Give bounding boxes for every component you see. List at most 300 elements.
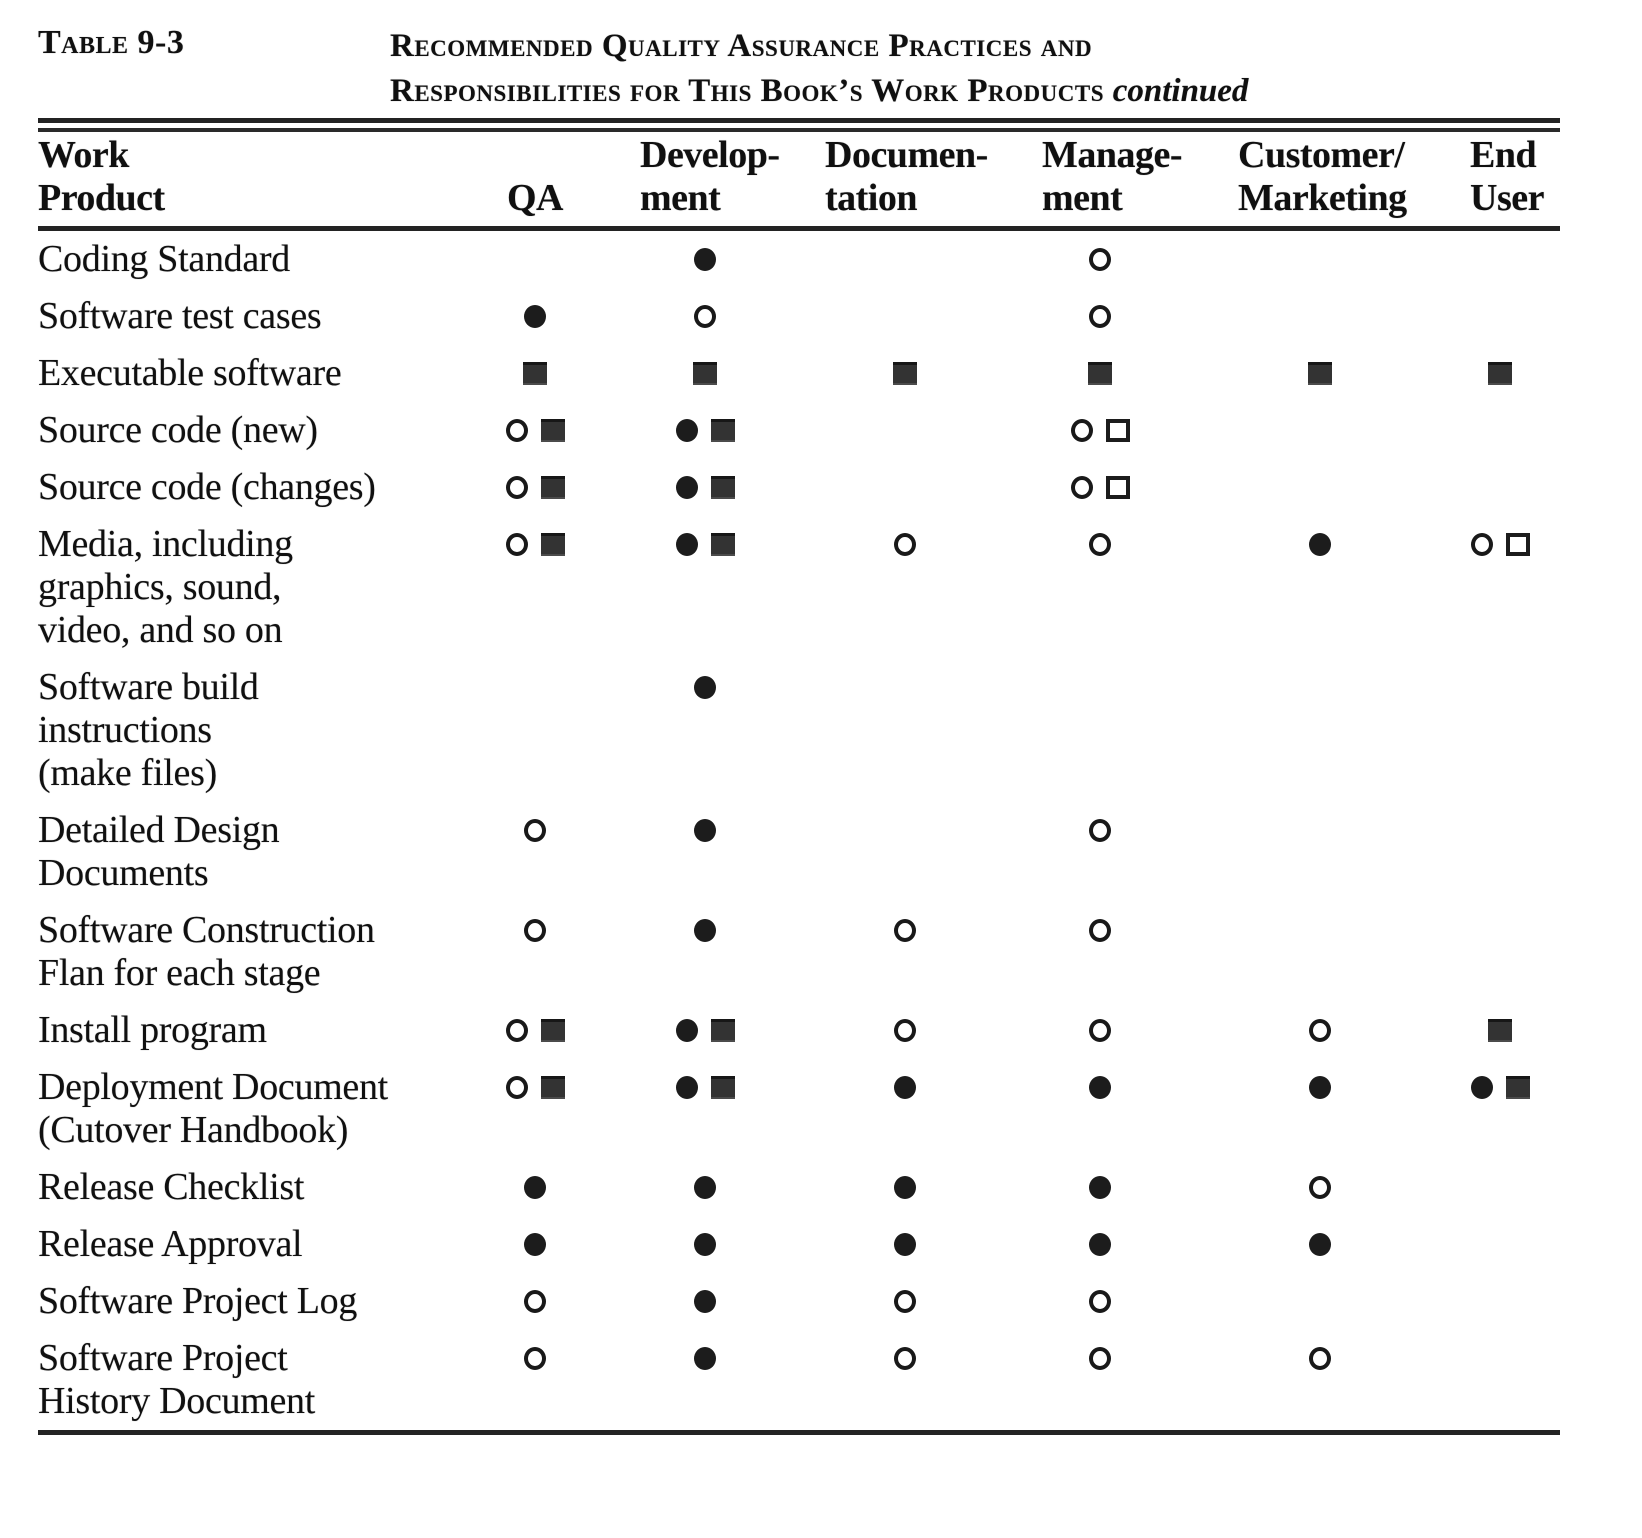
symbol-group — [694, 295, 716, 338]
header-line: Customer/ — [1238, 134, 1405, 176]
filled-circle-icon — [694, 676, 716, 699]
cell-mgmt — [1000, 516, 1200, 659]
filled-square-icon — [541, 533, 565, 556]
cell-end — [1440, 402, 1560, 459]
cell-dev — [600, 902, 810, 1002]
open-circle-icon — [1089, 1019, 1111, 1042]
cell-dev — [600, 1002, 810, 1059]
cell-cust — [1200, 1330, 1440, 1430]
symbol-group — [1089, 523, 1111, 566]
open-circle-icon — [894, 533, 916, 556]
cell-mgmt — [1000, 288, 1200, 345]
cell-dev — [600, 1330, 810, 1430]
work-product-name — [38, 288, 470, 345]
cell-mgmt — [1000, 902, 1200, 1002]
filled-square-icon — [1488, 1019, 1512, 1042]
cell-dev — [600, 402, 810, 459]
symbol-group — [1089, 809, 1111, 852]
table-row — [38, 459, 1560, 516]
symbol-group — [676, 523, 735, 566]
header-line: ment — [640, 177, 721, 219]
symbol-group — [523, 352, 547, 395]
work-product-line: Software Construction — [38, 909, 375, 951]
work-product-name — [38, 659, 470, 802]
cell-qa — [470, 1330, 600, 1430]
symbol-group — [1309, 523, 1331, 566]
cell-end — [1440, 1330, 1560, 1430]
cell-dev — [600, 1273, 810, 1330]
cell-mgmt — [1000, 802, 1200, 902]
cell-doc — [810, 516, 1000, 659]
work-product-line: Source code (new) — [38, 409, 318, 451]
header-line: QA — [507, 177, 563, 219]
symbol-group — [893, 352, 917, 395]
work-product-name — [38, 902, 470, 1002]
cell-end — [1440, 516, 1560, 659]
cell-dev — [600, 1216, 810, 1273]
cell-cust — [1200, 1159, 1440, 1216]
symbol-group — [694, 809, 716, 852]
open-circle-icon — [524, 1347, 546, 1370]
cell-doc — [810, 902, 1000, 1002]
symbol-group — [524, 909, 546, 952]
work-product-line: Software Project Log — [38, 1280, 358, 1322]
open-circle-icon — [894, 919, 916, 942]
filled-circle-icon — [1471, 1076, 1493, 1099]
column-header-qa — [470, 132, 600, 229]
work-product-name — [38, 1273, 470, 1330]
cell-mgmt — [1000, 1330, 1200, 1430]
work-product-name — [38, 802, 470, 902]
work-product-line: Documents — [38, 852, 209, 894]
open-circle-icon — [894, 1019, 916, 1042]
symbol-group — [506, 409, 565, 452]
cell-mgmt — [1000, 1273, 1200, 1330]
filled-circle-icon — [524, 305, 546, 328]
filled-circle-icon — [694, 248, 716, 271]
open-circle-icon — [506, 533, 528, 556]
filled-square-icon — [711, 1076, 735, 1099]
symbol-group — [894, 1223, 916, 1266]
table-row — [38, 802, 1560, 902]
cell-end — [1440, 1002, 1560, 1059]
symbol-group — [506, 1009, 565, 1052]
open-circle-icon — [1471, 533, 1493, 556]
cell-end — [1440, 1159, 1560, 1216]
work-product-name — [38, 1059, 470, 1159]
symbol-group — [1309, 1337, 1331, 1380]
work-product-name — [38, 1002, 470, 1059]
table-row — [38, 659, 1560, 802]
qa-practices-table-wrap — [38, 118, 1560, 1435]
open-circle-icon — [506, 419, 528, 442]
symbol-group — [524, 295, 546, 338]
table-row — [38, 229, 1560, 289]
cell-cust — [1200, 402, 1440, 459]
open-circle-icon — [1089, 1347, 1111, 1370]
work-product-name — [38, 229, 470, 289]
filled-square-icon — [541, 419, 565, 442]
symbol-group — [894, 1009, 916, 1052]
symbol-group — [694, 1337, 716, 1380]
header-line: Documen- — [825, 134, 988, 176]
column-header-customer-marketing — [1200, 132, 1440, 229]
cell-cust — [1200, 802, 1440, 902]
cell-mgmt — [1000, 459, 1200, 516]
open-circle-icon — [1089, 305, 1111, 328]
header-line: Marketing — [1238, 177, 1407, 219]
filled-square-icon — [1088, 362, 1112, 385]
open-circle-icon — [506, 1019, 528, 1042]
filled-square-icon — [1308, 362, 1332, 385]
table-header-row — [38, 132, 1560, 229]
symbol-group — [1309, 1166, 1331, 1209]
filled-circle-icon — [1089, 1076, 1111, 1099]
open-circle-icon — [524, 819, 546, 842]
filled-circle-icon — [694, 1347, 716, 1370]
symbol-group — [1309, 1223, 1331, 1266]
column-header-work-product — [38, 132, 470, 229]
cell-doc — [810, 402, 1000, 459]
symbol-group — [1071, 409, 1130, 452]
table-title — [390, 24, 1248, 114]
cell-cust — [1200, 459, 1440, 516]
cell-doc — [810, 1002, 1000, 1059]
symbol-group — [1089, 238, 1111, 281]
open-circle-icon — [1309, 1019, 1331, 1042]
cell-end — [1440, 1273, 1560, 1330]
cell-end — [1440, 459, 1560, 516]
symbol-group — [894, 1166, 916, 1209]
symbol-group — [676, 466, 735, 509]
filled-circle-icon — [524, 1233, 546, 1256]
symbol-group — [1089, 295, 1111, 338]
cell-end — [1440, 802, 1560, 902]
cell-qa — [470, 516, 600, 659]
symbol-group — [1471, 523, 1530, 566]
cell-end — [1440, 229, 1560, 289]
cell-doc — [810, 1059, 1000, 1159]
filled-square-icon — [711, 1019, 735, 1042]
open-circle-icon — [1071, 419, 1093, 442]
table-title-block — [38, 24, 1248, 114]
work-product-name — [38, 1330, 470, 1430]
filled-circle-icon — [1089, 1233, 1111, 1256]
cell-doc — [810, 659, 1000, 802]
work-product-line: Source code (changes) — [38, 466, 376, 508]
filled-circle-icon — [894, 1076, 916, 1099]
filled-circle-icon — [676, 1076, 698, 1099]
symbol-group — [1089, 909, 1111, 952]
symbol-group — [1089, 1223, 1111, 1266]
cell-mgmt — [1000, 659, 1200, 802]
filled-circle-icon — [676, 533, 698, 556]
filled-circle-icon — [676, 1019, 698, 1042]
header-line: Product — [38, 177, 165, 219]
symbol-group — [1071, 466, 1130, 509]
symbol-group — [894, 1337, 916, 1380]
table-row — [38, 1059, 1560, 1159]
filled-circle-icon — [1309, 1076, 1331, 1099]
cell-dev — [600, 1159, 810, 1216]
filled-square-icon — [693, 362, 717, 385]
filled-circle-icon — [694, 1176, 716, 1199]
cell-dev — [600, 1059, 810, 1159]
filled-square-icon — [541, 476, 565, 499]
table-label: Table 9-3 — [38, 24, 185, 61]
filled-square-icon — [711, 419, 735, 442]
cell-dev — [600, 459, 810, 516]
filled-square-icon — [1506, 1076, 1530, 1099]
open-circle-icon — [1089, 819, 1111, 842]
filled-square-icon — [893, 362, 917, 385]
table-row — [38, 1330, 1560, 1430]
table-row — [38, 345, 1560, 402]
filled-square-icon — [711, 533, 735, 556]
cell-dev — [600, 516, 810, 659]
symbol-group — [894, 523, 916, 566]
filled-square-icon — [541, 1019, 565, 1042]
symbol-group — [1309, 1066, 1331, 1109]
filled-square-icon — [541, 1076, 565, 1099]
work-product-line: History Document — [38, 1380, 315, 1422]
cell-doc — [810, 459, 1000, 516]
symbol-group — [1089, 1166, 1111, 1209]
cell-qa — [470, 288, 600, 345]
symbol-group — [894, 1066, 916, 1109]
table-title-line2 — [390, 69, 1248, 114]
symbol-group — [676, 409, 735, 452]
open-circle-icon — [1089, 1290, 1111, 1313]
work-product-name — [38, 516, 470, 659]
filled-circle-icon — [524, 1176, 546, 1199]
filled-circle-icon — [1309, 533, 1331, 556]
cell-end — [1440, 1216, 1560, 1273]
cell-end — [1440, 902, 1560, 1002]
work-product-line: Release Approval — [38, 1223, 303, 1265]
work-product-line: Executable software — [38, 352, 342, 394]
work-product-line: Media, including — [38, 523, 293, 565]
symbol-group — [524, 1223, 546, 1266]
cell-cust — [1200, 288, 1440, 345]
work-product-line: Flan for each stage — [38, 952, 321, 994]
cell-doc — [810, 1330, 1000, 1430]
cell-qa — [470, 402, 600, 459]
header-line: Manage- — [1042, 134, 1183, 176]
cell-end — [1440, 1059, 1560, 1159]
table-row — [38, 516, 1560, 659]
table-top-rule — [38, 118, 1560, 132]
cell-mgmt — [1000, 229, 1200, 289]
continued-label: continued — [1112, 73, 1249, 109]
work-product-name — [38, 1216, 470, 1273]
cell-mgmt — [1000, 1216, 1200, 1273]
open-circle-icon — [524, 919, 546, 942]
table-row — [38, 1002, 1560, 1059]
open-circle-icon — [506, 476, 528, 499]
symbol-group — [694, 909, 716, 952]
symbol-group — [894, 909, 916, 952]
cell-mgmt — [1000, 345, 1200, 402]
symbol-group — [506, 466, 565, 509]
symbol-group — [1089, 1337, 1111, 1380]
cell-mgmt — [1000, 1059, 1200, 1159]
symbol-group — [524, 1166, 546, 1209]
cell-cust — [1200, 345, 1440, 402]
open-circle-icon — [1089, 248, 1111, 271]
filled-square-icon — [1488, 362, 1512, 385]
cell-dev — [600, 345, 810, 402]
symbol-group — [894, 1280, 916, 1323]
symbol-group — [524, 1280, 546, 1323]
work-product-line: video, and so on — [38, 609, 283, 651]
work-product-line: Release Checklist — [38, 1166, 305, 1208]
cell-qa — [470, 1002, 600, 1059]
work-product-line: graphics, sound, — [38, 566, 282, 608]
work-product-name — [38, 345, 470, 402]
table-title-line1: Recommended Quality Assurance Practices and — [390, 28, 1093, 64]
cell-cust — [1200, 229, 1440, 289]
header-line: End — [1470, 134, 1537, 176]
qa-practices-table — [38, 132, 1560, 1430]
filled-circle-icon — [676, 476, 698, 499]
work-product-name — [38, 1159, 470, 1216]
work-product-line: Detailed Design — [38, 809, 280, 851]
filled-circle-icon — [676, 419, 698, 442]
column-header-documentation — [810, 132, 1000, 229]
open-circle-icon — [1089, 919, 1111, 942]
cell-dev — [600, 659, 810, 802]
header-line: Develop- — [640, 134, 780, 176]
symbol-group — [694, 238, 716, 281]
work-product-line: (make files) — [38, 752, 217, 794]
cell-doc — [810, 288, 1000, 345]
filled-circle-icon — [1089, 1176, 1111, 1199]
work-product-line: Software test cases — [38, 295, 322, 337]
symbol-group — [1488, 352, 1512, 395]
header-line: ment — [1042, 177, 1123, 219]
work-product-name — [38, 402, 470, 459]
symbol-group — [676, 1009, 735, 1052]
cell-qa — [470, 1273, 600, 1330]
table-row — [38, 1159, 1560, 1216]
filled-circle-icon — [694, 1290, 716, 1313]
filled-circle-icon — [694, 919, 716, 942]
header-line: Work — [38, 134, 129, 176]
symbol-group — [1089, 1280, 1111, 1323]
table-body — [38, 229, 1560, 1431]
cell-qa — [470, 1059, 600, 1159]
cell-doc — [810, 1159, 1000, 1216]
header-line: User — [1470, 177, 1544, 219]
filled-circle-icon — [694, 819, 716, 842]
open-square-icon — [1106, 419, 1130, 442]
cell-cust — [1200, 1273, 1440, 1330]
work-product-name — [38, 459, 470, 516]
work-product-line: instructions — [38, 709, 212, 751]
cell-doc — [810, 1273, 1000, 1330]
open-square-icon — [1506, 533, 1530, 556]
symbol-group — [1488, 1009, 1512, 1052]
symbol-group — [1088, 352, 1112, 395]
cell-mgmt — [1000, 1159, 1200, 1216]
cell-doc — [810, 229, 1000, 289]
filled-circle-icon — [1309, 1233, 1331, 1256]
symbol-group — [694, 1223, 716, 1266]
column-header-management — [1000, 132, 1200, 229]
open-square-icon — [1106, 476, 1130, 499]
symbol-group — [694, 1166, 716, 1209]
filled-circle-icon — [894, 1176, 916, 1199]
cell-dev — [600, 802, 810, 902]
open-circle-icon — [894, 1347, 916, 1370]
table-row — [38, 902, 1560, 1002]
open-circle-icon — [524, 1290, 546, 1313]
work-product-line: Coding Standard — [38, 238, 290, 280]
cell-doc — [810, 802, 1000, 902]
cell-mgmt — [1000, 402, 1200, 459]
cell-dev — [600, 288, 810, 345]
column-header-end-user — [1440, 132, 1560, 229]
symbol-group — [1089, 1066, 1111, 1109]
symbol-group — [1308, 352, 1332, 395]
open-circle-icon — [1089, 533, 1111, 556]
work-product-line: Deployment Document — [38, 1066, 388, 1108]
symbol-group — [524, 1337, 546, 1380]
cell-qa — [470, 1216, 600, 1273]
symbol-group — [506, 1066, 565, 1109]
open-circle-icon — [1309, 1176, 1331, 1199]
cell-end — [1440, 345, 1560, 402]
cell-doc — [810, 1216, 1000, 1273]
work-product-line: (Cutover Handbook) — [38, 1109, 349, 1151]
cell-dev — [600, 229, 810, 289]
cell-qa — [470, 459, 600, 516]
cell-end — [1440, 659, 1560, 802]
open-circle-icon — [894, 1290, 916, 1313]
table-row — [38, 1216, 1560, 1273]
symbol-group — [693, 352, 717, 395]
work-product-line: Software Project — [38, 1337, 288, 1379]
cell-cust — [1200, 1059, 1440, 1159]
table-row — [38, 288, 1560, 345]
filled-circle-icon — [694, 1233, 716, 1256]
symbol-group — [676, 1066, 735, 1109]
symbol-group — [1471, 1066, 1530, 1109]
cell-qa — [470, 1159, 600, 1216]
open-circle-icon — [1071, 476, 1093, 499]
header-line: tation — [825, 177, 917, 219]
cell-cust — [1200, 516, 1440, 659]
filled-square-icon — [523, 362, 547, 385]
work-product-line: Software build — [38, 666, 259, 708]
symbol-group — [1089, 1009, 1111, 1052]
symbol-group — [694, 666, 716, 709]
open-circle-icon — [506, 1076, 528, 1099]
cell-cust — [1200, 1002, 1440, 1059]
table-row — [38, 1273, 1560, 1330]
cell-qa — [470, 659, 600, 802]
cell-end — [1440, 288, 1560, 345]
cell-doc — [810, 345, 1000, 402]
table-title-line2-text: Responsibilities for This Book’s Work Products — [390, 73, 1104, 109]
open-circle-icon — [694, 305, 716, 328]
filled-square-icon — [711, 476, 735, 499]
open-circle-icon — [1309, 1347, 1331, 1370]
work-product-line: Install program — [38, 1009, 267, 1051]
cell-qa — [470, 802, 600, 902]
symbol-group — [524, 809, 546, 852]
